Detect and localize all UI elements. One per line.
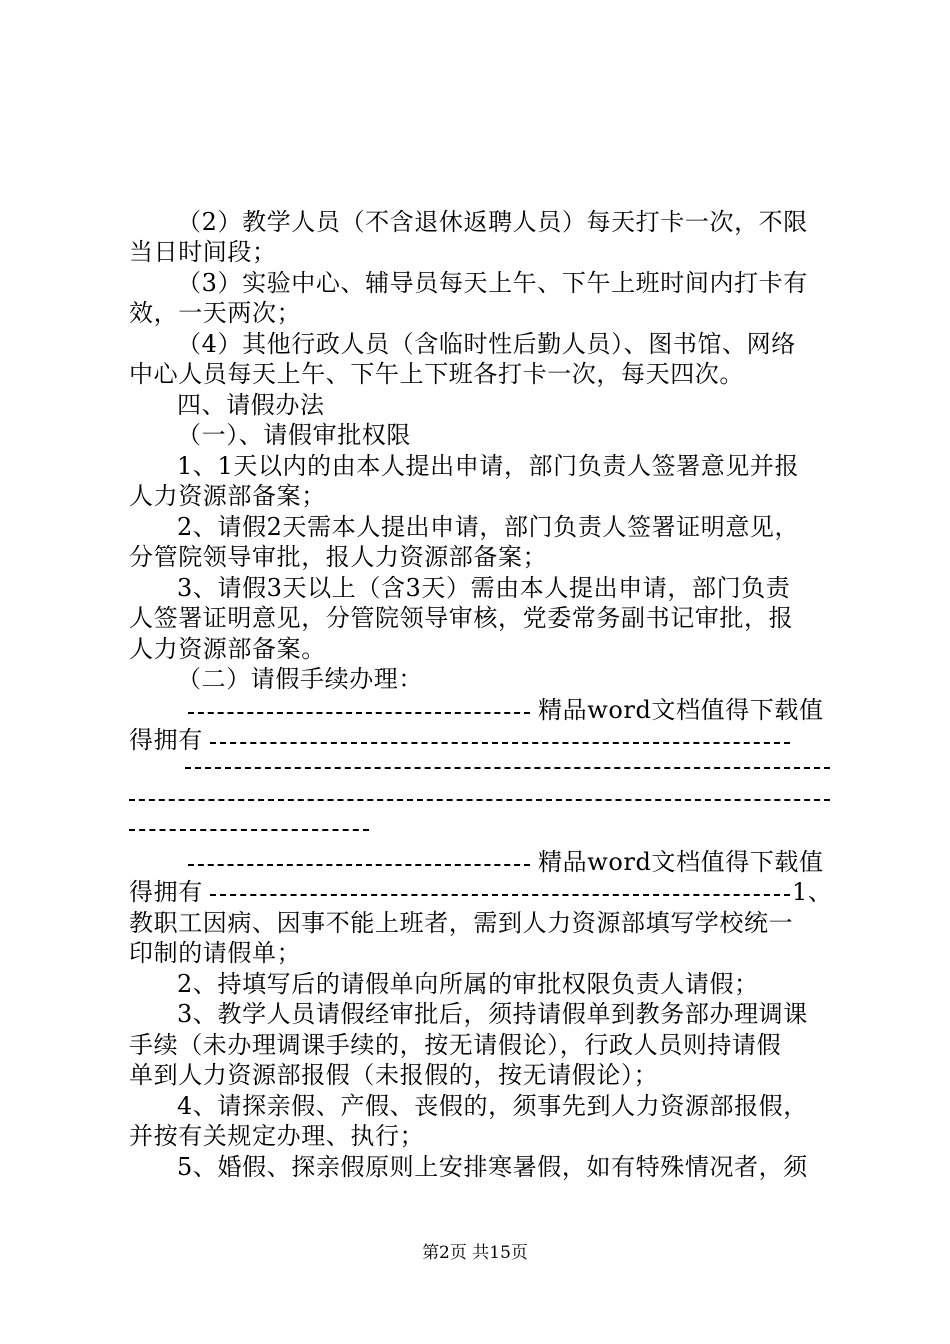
- paragraph-line: 手续（未办理调课手续的，按无请假论），行政人员则持请假: [129, 1031, 782, 1059]
- watermark-text: 精品word文档值得下载值: [538, 696, 824, 724]
- dashed-rule: [185, 767, 830, 769]
- paragraph-line: 1、: [792, 878, 833, 906]
- paragraph-line: 当日时间段；: [129, 238, 277, 266]
- paragraph-line: 人签署证明意见，分管院领导审核，党委常务副书记审批，报: [129, 604, 794, 632]
- paragraph-line: 5、婚假、探亲假原则上安排寒暑假，如有特殊情况者，须: [177, 1153, 808, 1181]
- paragraph-line: （2）教学人员（不含退休返聘人员）每天打卡一次，不限: [177, 208, 808, 236]
- dashed-rule: [129, 799, 830, 801]
- paragraph-line: 中心人员每天上午、下午上下班各打卡一次，每天四次。: [129, 360, 744, 388]
- paragraph-line: 印制的请假单；: [129, 939, 302, 967]
- paragraph-line: 教职工因病、因事不能上班者，需到人力资源部填写学校统一: [129, 909, 794, 937]
- paragraph-line: 1、1天以内的由本人提出申请，部门负责人签署意见并报: [177, 452, 800, 480]
- paragraph-line: 4、请探亲假、产假、丧假的，须事先到人力资源部报假，: [177, 1092, 808, 1120]
- paragraph-line: 2、请假2天需本人提出申请，部门负责人签署证明意见，: [177, 513, 800, 541]
- dashed-rule: [188, 712, 530, 714]
- watermark-text: 精品word文档值得下载值: [538, 848, 824, 876]
- subsection-heading: （二）请假手续办理：: [177, 665, 423, 693]
- page-number-footer: 第2页 共15页: [422, 1243, 528, 1263]
- dashed-rule: [210, 742, 790, 744]
- paragraph-line: 3、请假3天以上（含3天）需由本人提出申请，部门负责: [177, 574, 791, 602]
- paragraph-line: 并按有关规定办理、执行；: [129, 1122, 425, 1150]
- paragraph-line: （3）实验中心、辅导员每天上午、下午上班时间内打卡有: [177, 269, 808, 297]
- paragraph-line: 3、教学人员请假经审批后，须持请假单到教务部办理调课: [177, 1000, 808, 1028]
- paragraph-line: （4）其他行政人员（含临时性后勤人员）、图书馆、网络: [177, 330, 796, 358]
- watermark-text: 得拥有: [129, 726, 203, 754]
- subsection-heading: （一）、请假审批权限: [177, 421, 411, 449]
- paragraph-line: 人力资源部备案。: [129, 635, 326, 663]
- paragraph-line: 分管院领导审批，报人力资源部备案；: [129, 543, 548, 571]
- dashed-rule: [129, 829, 369, 831]
- section-heading: 四、请假办法: [177, 391, 325, 419]
- paragraph-line: 效，一天两次；: [129, 299, 302, 327]
- dashed-rule: [210, 894, 790, 896]
- paragraph-line: 单到人力资源部报假（未报假的，按无请假论）；: [129, 1061, 659, 1089]
- paragraph-line: 2、持填写后的请假单向所属的审批权限负责人请假；: [177, 970, 759, 998]
- paragraph-line: 人力资源部备案；: [129, 482, 326, 510]
- watermark-text: 得拥有: [129, 878, 203, 906]
- dashed-rule: [188, 864, 530, 866]
